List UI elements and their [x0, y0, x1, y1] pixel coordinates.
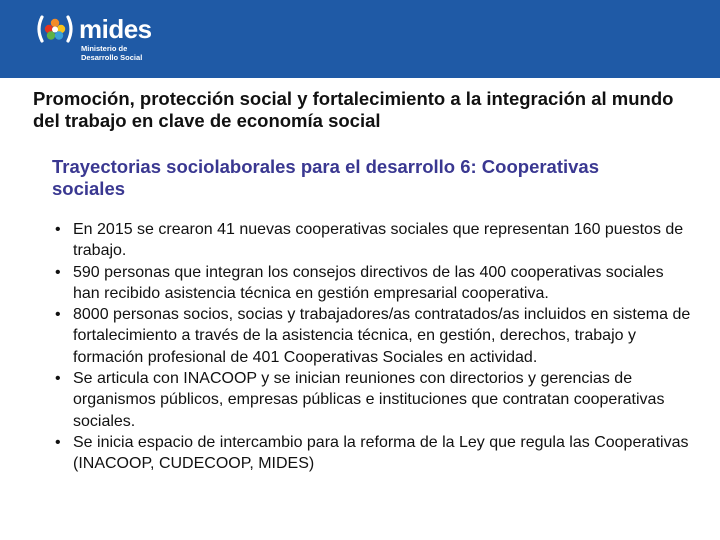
bullet-dot: •	[55, 263, 61, 281]
bullet-dot: •	[55, 306, 61, 324]
bullet-dot: •	[55, 370, 61, 388]
bullet-item	[52, 219, 692, 262]
header-bar	[0, 0, 720, 78]
bullet-text: 590 personas que integran los consejos directivos de las 400 cooperativas sociales han recibido asistencia técnica en gestión empresarial cooperativa.	[73, 263, 664, 302]
page-title: Promoción, protección social y fortalecimiento a la integración al mundo del trabajo en clave de economía social	[33, 88, 674, 131]
section-title: Trayectorias sociolaborales para el desarrollo 6: Cooperativas sociales	[52, 156, 600, 199]
bullet-text: 8000 personas socios, socias y trabajadores/as contratados/as incluidos en sistema de fortalecimiento a través de la asistencia técnica, en gestión, derechos, trabajo y formación profesional de 401 Cooperativas Sociales en actividad.	[73, 306, 691, 366]
bullet-text: En 2015 se crearon 41 nuevas cooperativas sociales que representan 160 puestos de trabajo.	[73, 221, 684, 260]
mides-logo-icon	[36, 14, 74, 44]
mides-logo	[36, 14, 156, 66]
bullet-dot: •	[55, 221, 61, 238]
logo-subtitle-line1: Ministerio de	[81, 44, 128, 53]
bullet-dot: •	[55, 433, 61, 451]
logo-subtitle-line2: Desarrollo Social	[81, 53, 143, 62]
bullet-list	[52, 219, 692, 475]
bullet-text: Se articula con INACOOP y se inician reuniones con directorios y gerencias de organismos públicos, empresas públicas e instituciones que contratan cooperativas sociales.	[73, 370, 665, 430]
bullet-item	[52, 304, 692, 368]
logo-subtitle	[81, 44, 142, 62]
bullet-item	[52, 432, 692, 475]
bullet-text: Se inicia espacio de intercambio para la reforma de la Ley que regula las Cooperativas (INACOOP, CUDECOOP, MIDES)	[73, 433, 689, 473]
logo-wordmark: mides	[79, 14, 152, 44]
bullet-item	[52, 262, 692, 305]
bullet-item	[52, 368, 692, 432]
